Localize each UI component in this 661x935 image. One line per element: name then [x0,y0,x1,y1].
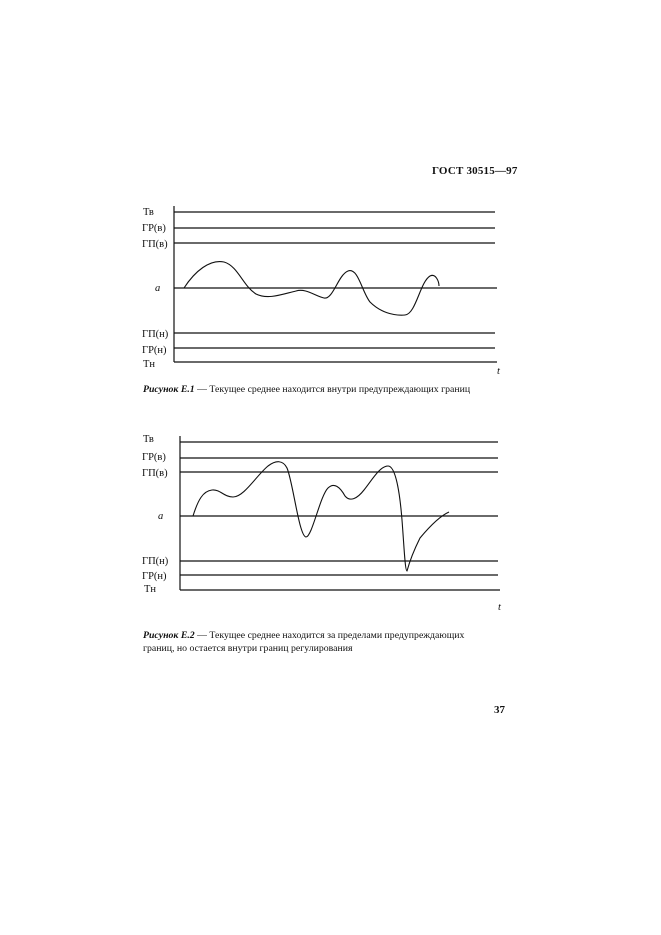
figure-e1-chart [174,206,497,362]
e2-label-upper-control: ГР(в) [142,452,166,463]
e2-label-mean: a [158,511,164,522]
document-header: ГОСТ 30515—97 [432,165,518,177]
page-number: 37 [494,704,505,716]
e2-label-lower-control: ГР(н) [142,571,167,582]
figure-e1-caption-label: Рисунок Е.1 [143,384,195,395]
e1-label-lower-tolerance: Тн [143,359,156,370]
figure-e2-caption-text-1: — Текущее среднее находится за пределами предупреждающих [194,630,465,641]
e1-axis-x-label: t [497,366,500,377]
e1-label-mean: a [155,283,161,294]
figure-e2-labels [142,434,502,613]
figure-e1-caption-text: — Текущее среднее находится внутри предупреждающих границ [194,384,471,395]
e1-label-upper-control: ГР(в) [142,223,166,234]
e1-label-lower-warning: ГП(н) [142,329,169,340]
e2-label-lower-tolerance: Тн [144,584,157,595]
e2-axis-x-label: t [498,602,501,613]
e1-label-upper-tolerance: Тв [143,207,154,218]
e2-label-lower-warning: ГП(н) [142,556,169,567]
figure-e2-caption-line2: границ, но остается внутри границ регулирования [143,643,353,654]
e2-label-upper-tolerance: Тв [143,434,154,445]
e1-label-upper-warning: ГП(в) [142,239,168,250]
figure-e2-caption [143,629,523,655]
e2-label-upper-warning: ГП(в) [142,468,168,479]
figure-e2-caption-label: Рисунок Е.2 [143,630,195,641]
figure-e1-labels [142,207,501,377]
figure-e2-caption-line1 [143,629,523,642]
figure-e2-chart [180,436,500,590]
figure-e1-caption [143,383,470,396]
e1-label-lower-control: ГР(н) [142,345,167,356]
